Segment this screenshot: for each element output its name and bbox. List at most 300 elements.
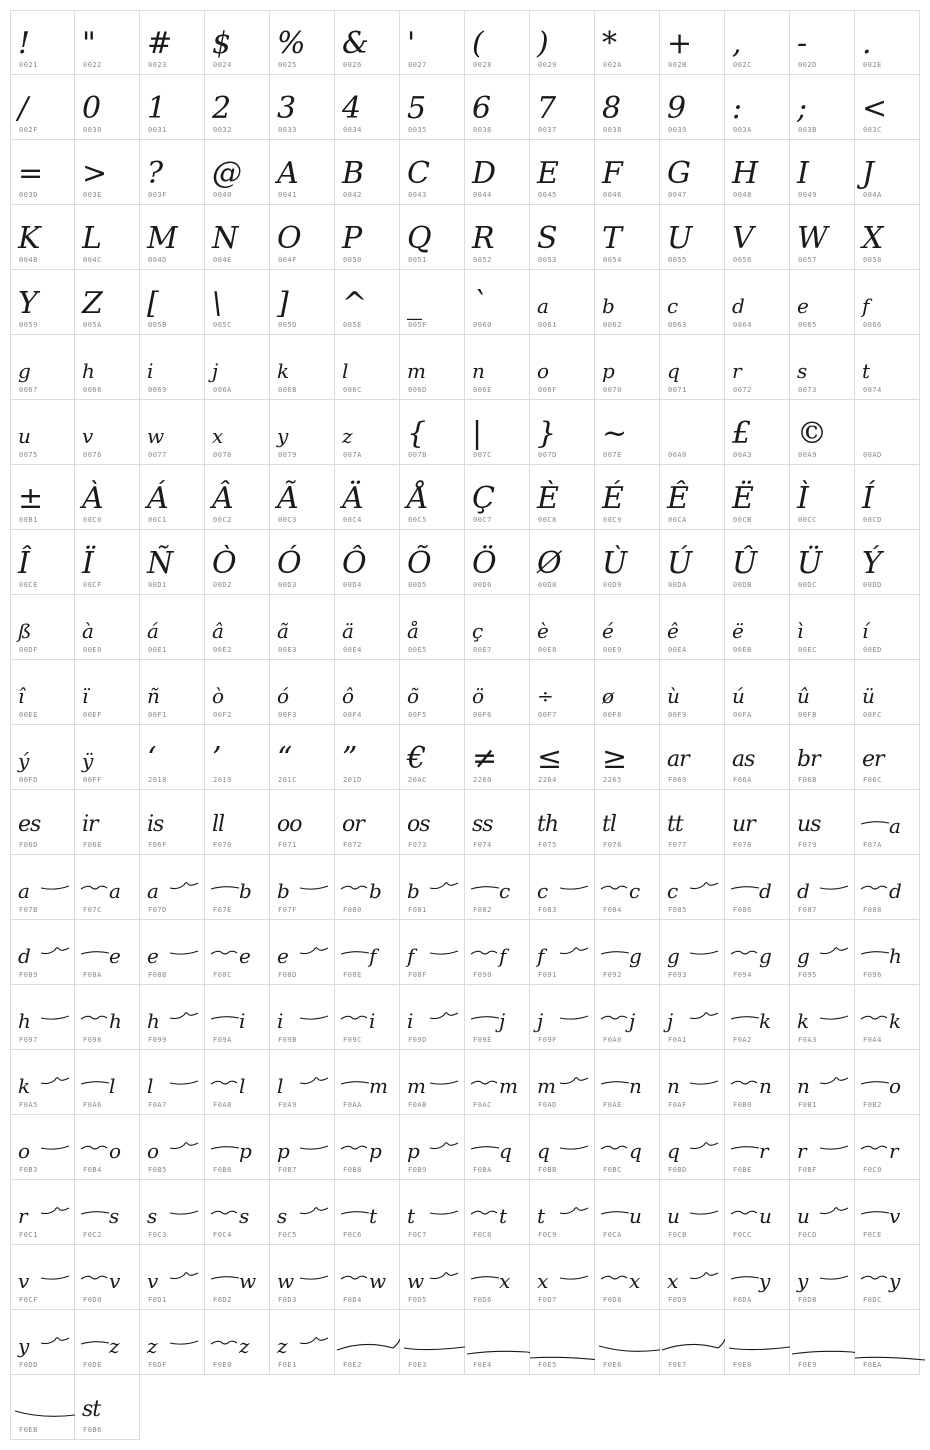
glyph-sample: x [499,1269,511,1293]
glyph-sample: R [472,221,495,256]
glyph-sample: j [537,1009,544,1033]
glyph-code: 00CB [733,516,752,524]
glyph-code: 0060 [473,321,492,329]
glyph-code: 0038 [603,126,622,134]
glyph-cell [855,400,920,465]
glyph-code: F091 [538,971,557,979]
glyph-code: F074 [473,841,492,849]
glyph-code: F0B9 [408,1166,427,1174]
glyph-cell [140,1050,205,1115]
glyph-code: F081 [408,906,427,914]
glyph-sample: u [667,1204,680,1228]
glyph-sample: ; [797,91,808,126]
glyph-cell [400,530,465,595]
swash-path [41,1078,69,1084]
glyph-code: 006B [278,386,297,394]
glyph-code: 201D [343,776,362,784]
glyph-sample: d [797,879,810,903]
glyph-code: 00D3 [278,581,297,589]
glyph-sample: } [537,416,557,451]
glyph-code: F0E1 [278,1361,297,1369]
glyph-code: F0AB [408,1101,427,1109]
glyph-code: 00AD [863,451,882,459]
glyph-sample: e [797,294,809,318]
glyph-cell [595,1050,660,1115]
glyph-sample: g [797,944,810,968]
glyph-sample: e [147,944,159,968]
glyph-sample: or [342,812,364,837]
glyph-cell [725,10,790,75]
glyph-sample: " [82,26,96,61]
glyph-cell [400,205,465,270]
glyph-sample: ' [407,26,416,61]
glyph-code: F0D2 [213,1296,232,1304]
glyph-cell [725,985,790,1050]
glyph-code: F0BA [473,1166,492,1174]
glyph-cell [75,1180,140,1245]
glyph-cell [660,1050,725,1115]
glyph-sample: b [407,879,420,903]
glyph-sample: p [239,1139,252,1163]
glyph-cell [790,335,855,400]
glyph-code: F0A6 [83,1101,102,1109]
swash-path [560,1016,588,1019]
glyph-cell [855,855,920,920]
glyph-cell [465,595,530,660]
glyph-cell [75,1375,140,1440]
glyph-sample: Ç [472,481,495,516]
glyph-cell [660,1115,725,1180]
glyph-sample: g [667,944,680,968]
glyph-sample: w [407,1269,425,1293]
glyph-sample: Í [862,481,874,516]
glyph-code: 00F2 [213,711,232,719]
glyph-sample: B [342,156,365,191]
glyph-cell [10,10,75,75]
glyph-sample: ` [472,286,487,321]
glyph-code: F0B1 [798,1101,817,1109]
glyph-cell [335,270,400,335]
glyph-cell [855,725,920,790]
glyph-code: 005A [83,321,102,329]
glyph-cell [10,920,75,985]
glyph-sample: y [18,1334,30,1358]
glyph-sample: Ê [667,481,689,516]
glyph-sample: k [889,1009,902,1033]
glyph-cell [855,920,920,985]
glyph-cell [855,1115,920,1180]
glyph-code: 0070 [603,386,622,394]
glyph-cell [75,985,140,1050]
glyph-sample: u [629,1204,642,1228]
glyph-cell [270,920,335,985]
swash-path [41,1208,69,1214]
glyph-code: 0057 [798,256,817,264]
glyph-sample: oo [277,812,302,837]
glyph-sample: l [109,1074,116,1098]
glyph-code: 0030 [83,126,102,134]
glyph-code: 00E1 [148,646,167,654]
glyph-sample: Ö [472,546,497,581]
glyph-sample: x [667,1269,679,1293]
glyph-cell [205,660,270,725]
glyph-sample: w [239,1269,257,1293]
glyph-cell [400,75,465,140]
glyph-cell [140,530,205,595]
glyph-cell [465,1245,530,1310]
swash-path [820,1146,848,1149]
glyph-sample: H [732,156,759,191]
swash-path [300,1276,328,1279]
glyph-sample: ü [862,684,875,708]
glyph-cell [335,1180,400,1245]
glyph-cell [855,595,920,660]
glyph-cell [10,985,75,1050]
glyph-sample: ≤ [537,741,563,776]
glyph-cell [595,725,660,790]
glyph-sample: O [277,221,302,256]
glyph-cell [205,270,270,335]
glyph-sample: k [759,1009,772,1033]
glyph-code: F06A [733,776,752,784]
glyph-code: 00D2 [213,581,232,589]
swash-path [81,886,107,889]
swash-path [341,1082,369,1084]
glyph-code: 00C5 [408,516,427,524]
glyph-cell [205,1180,270,1245]
glyph-sample: q [629,1139,642,1163]
glyph-code: 0035 [408,126,427,134]
glyph-cell [790,75,855,140]
glyph-sample: s [797,359,808,383]
glyph-cell [75,920,140,985]
glyph-sample: G [667,156,691,191]
glyph-cell [465,855,530,920]
glyph-code: F0D5 [408,1296,427,1304]
glyph-cell [270,1050,335,1115]
glyph-cell [140,1310,205,1375]
swash-path [81,1082,109,1084]
glyph-code: F07B [19,906,38,914]
glyph-code: 0045 [538,191,557,199]
glyph-cell [530,1115,595,1180]
glyph-sample: b [277,879,290,903]
glyph-sample: k [797,1009,810,1033]
glyph-cell [75,1115,140,1180]
glyph-cell [270,270,335,335]
glyph-sample: { [407,416,427,451]
glyph-cell [270,10,335,75]
glyph-sample: n [472,359,485,383]
glyph-code: F0A3 [798,1036,817,1044]
swash-path [690,1273,718,1279]
glyph-sample: Ü [797,546,823,581]
glyph-cell [725,400,790,465]
glyph-code: F070 [213,841,232,849]
glyph-cell [725,530,790,595]
glyph-code: F0B2 [863,1101,882,1109]
glyph-cell [465,75,530,140]
glyph-code: 0054 [603,256,622,264]
glyph-sample: r [797,1139,807,1163]
glyph-grid [10,10,920,1440]
glyph-sample: ö [472,684,485,708]
swash-path [300,1016,328,1019]
glyph-sample: @ [212,156,242,191]
glyph-sample: r [889,1139,899,1163]
glyph-code: 0078 [213,451,232,459]
glyph-sample: e [277,944,289,968]
glyph-code: F0DA [733,1296,752,1304]
glyph-sample: ≠ [472,741,498,776]
glyph-code: 00FD [19,776,38,784]
swash-path [341,886,367,889]
glyph-cell [790,270,855,335]
glyph-code: 007A [343,451,362,459]
glyph-cell [10,75,75,140]
swash-path [731,1081,757,1084]
glyph-sample: m [407,359,426,383]
glyph-cell [855,205,920,270]
glyph-code: 00FF [83,776,102,784]
glyph-code: 0056 [733,256,752,264]
glyph-cell [660,1245,725,1310]
glyph-sample: st [82,1397,101,1422]
glyph-cell [140,465,205,530]
glyph-cell [595,855,660,920]
glyph-code: F093 [668,971,687,979]
glyph-code: 00FB [798,711,817,719]
glyph-code: F0D9 [668,1296,687,1304]
glyph-code: 003F [148,191,167,199]
glyph-code: F0E9 [798,1361,817,1369]
glyph-cell [75,205,140,270]
glyph-code: F0A1 [668,1036,687,1044]
glyph-code: 004C [83,256,102,264]
glyph-code: 0044 [473,191,492,199]
swash-path [170,1341,198,1344]
glyph-sample: ø [602,684,615,708]
glyph-code: 0074 [863,386,882,394]
glyph-sample: y [797,1269,809,1293]
glyph-sample: Z [82,286,103,321]
glyph-sample: t [862,359,871,383]
glyph-sample: c [499,879,511,903]
glyph-sample: á [147,619,159,643]
glyph-cell [400,725,465,790]
glyph-cell [595,335,660,400]
glyph-sample: t [369,1204,378,1228]
glyph-cell [595,595,660,660]
swash-path [170,1273,198,1279]
glyph-sample: è [537,619,549,643]
glyph-code: 00F4 [343,711,362,719]
glyph-sample: c [667,294,679,318]
glyph-sample: r [732,359,742,383]
swash-path [341,1016,367,1019]
glyph-cell [75,10,140,75]
glyph-code: 006C [343,386,362,394]
glyph-code: F0AA [343,1101,362,1109]
glyph-code: F09C [343,1036,362,1044]
glyph-code: 0053 [538,256,557,264]
swash-path [300,886,328,889]
glyph-code: F0D1 [148,1296,167,1304]
glyph-code: 0028 [473,61,492,69]
glyph-cell [205,1245,270,1310]
glyph-cell [75,335,140,400]
glyph-cell [790,140,855,205]
swash-path [861,1146,887,1149]
swash-path [560,1208,588,1214]
glyph-code: F0BF [798,1166,817,1174]
glyph-sample: o [889,1074,902,1098]
swash-path [300,948,328,954]
glyph-cell [205,530,270,595]
glyph-sample: m [369,1074,388,1098]
glyph-sample: f [862,294,870,318]
swash-path [729,1346,797,1350]
glyph-cell [10,270,75,335]
glyph-cell [10,205,75,270]
swash-path [820,886,848,889]
glyph-sample: É [602,481,624,516]
glyph-sample: q [667,359,680,383]
glyph-cell [335,10,400,75]
glyph-sample: S [537,221,558,256]
glyph-code: F0BE [733,1166,752,1174]
glyph-cell [10,335,75,400]
glyph-cell [140,790,205,855]
swash-path [662,1330,728,1350]
glyph-sample: s [277,1204,288,1228]
glyph-sample: o [109,1139,122,1163]
glyph-code: 00D8 [538,581,557,589]
glyph-code: 004A [863,191,882,199]
glyph-cell [465,530,530,595]
glyph-cell [530,140,595,205]
glyph-code: F0D4 [343,1296,362,1304]
glyph-sample: is [147,812,164,837]
glyph-code: F0B5 [148,1166,167,1174]
glyph-sample: y [759,1269,771,1293]
glyph-cell [725,1050,790,1115]
glyph-code: 00E4 [343,646,362,654]
glyph-sample: ô [342,684,355,708]
glyph-cell [205,140,270,205]
glyph-code: 003B [798,126,817,134]
glyph-sample: À [82,481,104,516]
glyph-sample: Ã [277,481,299,516]
glyph-code: 00DD [863,581,882,589]
glyph-cell [790,855,855,920]
swash-path [211,887,239,889]
glyph-sample: P [342,221,363,256]
glyph-cell [530,920,595,985]
glyph-sample: c [629,879,641,903]
glyph-code: F096 [863,971,882,979]
glyph-sample: o [18,1139,31,1163]
glyph-cell [140,335,205,400]
glyph-sample: y [889,1269,901,1293]
glyph-code: 00ED [863,646,882,654]
glyph-sample: _ [407,286,422,321]
glyph-cell [855,75,920,140]
glyph-cell [790,1245,855,1310]
glyph-sample: M [147,221,178,256]
glyph-sample: 4 [342,91,362,126]
glyph-sample: th [537,812,559,837]
glyph-cell [335,335,400,400]
glyph-code: F097 [19,1036,38,1044]
glyph-code: 0026 [343,61,362,69]
swash-path [211,1277,239,1279]
glyph-code: 0031 [148,126,167,134]
glyph-code: F0B3 [19,1166,38,1174]
glyph-code: 00C2 [213,516,232,524]
glyph-sample: í [862,619,869,643]
glyph-sample: A [277,156,299,191]
glyph-cell [335,1310,400,1375]
glyph-cell [205,790,270,855]
glyph-sample: d [732,294,745,318]
swash-path [430,1143,458,1149]
glyph-code: 002D [798,61,817,69]
swash-path [41,1016,69,1019]
glyph-cell [660,1180,725,1245]
glyph-sample: 8 [602,91,622,126]
glyph-code: 00CF [83,581,102,589]
glyph-code: F071 [278,841,297,849]
glyph-code: 005C [213,321,232,329]
glyph-code: 0058 [863,256,882,264]
glyph-code: F0A2 [733,1036,752,1044]
glyph-sample: r [759,1139,769,1163]
glyph-sample: l [147,1074,154,1098]
glyph-code: 002C [733,61,752,69]
glyph-code: F0C4 [213,1231,232,1239]
glyph-code: F0EA [863,1361,882,1369]
glyph-cell [855,335,920,400]
glyph-code: 00D1 [148,581,167,589]
glyph-code: 00F6 [473,711,492,719]
glyph-cell [530,660,595,725]
glyph-code: F083 [538,906,557,914]
swash-path [211,1341,237,1344]
glyph-cell [595,465,660,530]
glyph-code: 0050 [343,256,362,264]
glyph-code: 0034 [343,126,362,134]
glyph-cell [270,855,335,920]
glyph-sample: J [862,156,875,191]
glyph-cell [855,1180,920,1245]
glyph-code: 0077 [148,451,167,459]
glyph-cell [270,205,335,270]
swash-path [601,1276,627,1279]
glyph-code: F0CF [19,1296,38,1304]
glyph-cell [595,270,660,335]
glyph-cell [10,855,75,920]
glyph-sample: l [277,1074,284,1098]
swash-path [690,1013,718,1019]
glyph-cell [660,205,725,270]
glyph-code: 00C3 [278,516,297,524]
glyph-cell [400,1180,465,1245]
glyph-code: 004F [278,256,297,264]
glyph-cell [400,790,465,855]
glyph-cell [465,1180,530,1245]
glyph-code: F0BB [538,1166,557,1174]
